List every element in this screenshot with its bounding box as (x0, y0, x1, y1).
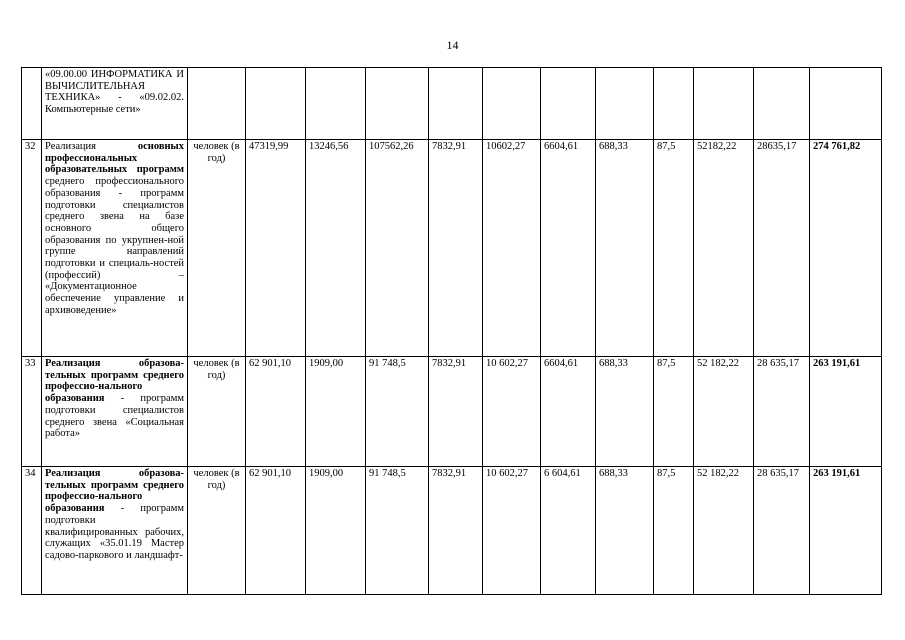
value-cell: 28 635,17 (754, 467, 810, 595)
value-cell: 7832,91 (429, 357, 483, 467)
value-cell: 13246,56 (306, 140, 366, 357)
description-text: - программ подготовки специалистов среднего звена «Социальная работа» (45, 393, 184, 440)
value-cell (596, 68, 654, 140)
row-unit (188, 68, 246, 140)
value-cell: 87,5 (654, 140, 694, 357)
total-cell: 263 191,61 (810, 357, 882, 467)
row-number: 34 (22, 467, 42, 595)
value-cell: 10 602,27 (483, 357, 541, 467)
description-text: среднего профессионального образования - программ подготовки специалистов среднего звена на базе основного общего образования по укрупнен-ной группе направлений подготовки и специаль-ностей (профессий) – «Документационное обеспечение управление и архивоведение» (45, 176, 184, 316)
value-cell (483, 68, 541, 140)
value-cell: 688,33 (596, 467, 654, 595)
value-cell: 6604,61 (541, 140, 596, 357)
value-cell: 1909,00 (306, 357, 366, 467)
cost-table (21, 67, 882, 595)
row-unit: человек (в год) (188, 140, 246, 357)
description-bold: Реализация образова-тельных программ среднего профессио-нального образования (45, 468, 184, 515)
value-cell (246, 68, 306, 140)
value-cell: 91 748,5 (366, 357, 429, 467)
table-row (22, 140, 882, 357)
value-cell: 688,33 (596, 140, 654, 357)
value-cell: 52 182,22 (694, 357, 754, 467)
description-bold: основных профессиональных образовательных программ (45, 141, 184, 176)
value-cell: 87,5 (654, 467, 694, 595)
value-cell (694, 68, 754, 140)
row-description (42, 140, 188, 357)
row-number (22, 68, 42, 140)
row-unit: человек (в год) (188, 357, 246, 467)
value-cell: 7832,91 (429, 140, 483, 357)
description-prefix: Реализация (45, 141, 138, 152)
row-number: 33 (22, 357, 42, 467)
total-cell (810, 68, 882, 140)
value-cell: 47319,99 (246, 140, 306, 357)
description-bold: Реализация образова-тельных программ среднего профессио-нального образования (45, 358, 184, 405)
row-description (42, 357, 188, 467)
row-unit: человек (в год) (188, 467, 246, 595)
value-cell: 1909,00 (306, 467, 366, 595)
value-cell: 6604,61 (541, 357, 596, 467)
value-cell: 91 748,5 (366, 467, 429, 595)
value-cell: 107562,26 (366, 140, 429, 357)
value-cell: 87,5 (654, 357, 694, 467)
value-cell (541, 68, 596, 140)
description-text: «09.00.00 ИНФОРМАТИКА И ВЫЧИСЛИТЕЛЬНАЯ ТЕХНИКА» - «09.02.02. Компьютерные сети» (45, 69, 184, 116)
value-cell: 62 901,10 (246, 357, 306, 467)
total-cell: 274 761,82 (810, 140, 882, 357)
row-description (42, 68, 188, 140)
total-cell: 263 191,61 (810, 467, 882, 595)
value-cell: 7832,91 (429, 467, 483, 595)
table-row (22, 467, 882, 595)
table-row (22, 68, 882, 140)
value-cell (366, 68, 429, 140)
value-cell: 10 602,27 (483, 467, 541, 595)
value-cell (306, 68, 366, 140)
description-text: - программ подготовки квалифицированных рабочих, служащих «35.01.19 Мастер садово-паркового и ландшафт- (45, 503, 184, 561)
table-row (22, 357, 882, 467)
page-number: 14 (446, 38, 459, 52)
value-cell (429, 68, 483, 140)
value-cell: 52 182,22 (694, 467, 754, 595)
value-cell (754, 68, 810, 140)
value-cell: 6 604,61 (541, 467, 596, 595)
value-cell: 10602,27 (483, 140, 541, 357)
value-cell: 62 901,10 (246, 467, 306, 595)
row-number: 32 (22, 140, 42, 357)
value-cell (654, 68, 694, 140)
value-cell: 28 635,17 (754, 357, 810, 467)
row-description (42, 467, 188, 595)
value-cell: 28635,17 (754, 140, 810, 357)
value-cell: 52182,22 (694, 140, 754, 357)
value-cell: 688,33 (596, 357, 654, 467)
